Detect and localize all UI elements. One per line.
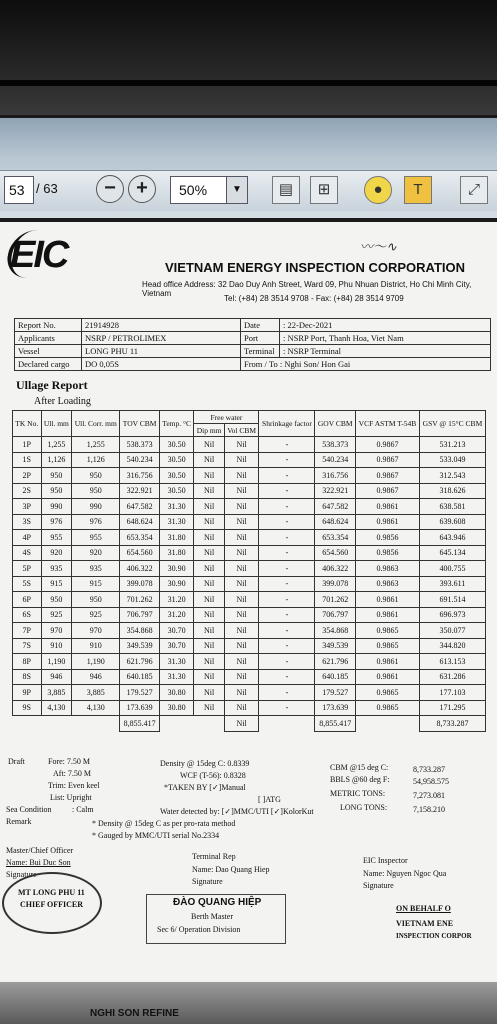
chevron-down-icon[interactable]: ▼: [226, 177, 247, 203]
ullage-table: TK No. Ull. mm Ull. Corr. mm TOV CBM Temp. °C Free water Shrinkage factor GOV CBM VCF ASTM T-54B GSV @ 15°C CBM Dip mm Vol CBM 1P 1,255 1,255 538.373 30.50 Nil Nil - 538.373 0.9867 531.213 1S 1,126 1,126 540.234 30.50 Nil Nil - 540.234 0.9867 533.049 2P 950 950 316.756 30.50 Nil Nil - 316.756 0.9867 312.543 2S 950 950 322.921 30.50 Nil Nil - 322.921 0.9867 318.626 3P 990 990 647.582 31.30 Nil Nil - 647.582 0.9861 638.581 3S 976 976 648.624 31.30 Nil Nil - 648.624 0.9861 639.608 4P 955 955 653.354 31.80 Nil Nil - 653.354 0.9856 643.946 4S 920 920 654.560 31.80 Nil Nil - 654.560 0.9856 645.134 5P 935 935 406.322 30.90 Nil Nil - 406.322 0.9863 400.755 5S 915 915 399.078 30.90 Nil Nil - 399.078 0.9863 393.611 6P 950 950 701.262 31.20 Nil Nil - 701.262 0.9861 691.514 6S 925 925 706.797 31.20 Nil Nil - 706.797 0.9861 696.973 7P 970 970 354.868 30.70 Nil Nil - 354.868 0.9865 350.077 7S 910 910 349.539 30.70 Nil Nil - 349.539 0.9865 344.820 8P 1,190 1,190 621.796 31.30 Nil Nil - 621.796 0.9861 613.153 8S 946 946 640.185 31.30 Nil Nil - 640.185 0.9861 631.286 9P 3,885 3,885 179.527 30.80 Nil Nil - 179.527 0.9865 177.103 9S 4,130 4,130 173.639 30.80 Nil Nil - 173.639 0.9865 171.295 8,855.417 Nil 8,855.417 8,733.287: [12, 410, 486, 732]
table-cell: Nil: [194, 514, 224, 530]
table-cell: 654.560: [120, 545, 160, 561]
table-cell: 350.077: [419, 623, 485, 639]
table-cell: 0.9865: [355, 685, 419, 701]
table-cell: 1,126: [72, 452, 120, 468]
table-cell: 0.9867: [355, 468, 419, 484]
table-cell: 950: [72, 468, 120, 484]
table-cell: 950: [41, 468, 72, 484]
table-cell: 976: [41, 514, 72, 530]
sea-label: Sea Condition: [6, 805, 52, 814]
table-cell: 4,130: [72, 700, 120, 716]
table-cell: 31.80: [159, 530, 193, 546]
table-cell: -: [259, 499, 315, 515]
table-cell: -: [259, 437, 315, 453]
table-cell: Nil: [224, 561, 259, 577]
table-cell: 30.50: [159, 468, 193, 484]
table-cell: 322.921: [120, 483, 160, 499]
table-cell: 7S: [13, 638, 42, 654]
next-page-text: NGHI SON REFINE: [90, 1008, 179, 1019]
table-row: [13, 638, 486, 654]
list: List: Upright: [50, 793, 92, 802]
atg: [ ]ATG: [258, 795, 281, 804]
save-icon[interactable]: ▤: [272, 176, 300, 204]
table-cell: Nil: [224, 623, 259, 639]
table-cell: 31.30: [159, 654, 193, 670]
table-cell: Nil: [224, 669, 259, 685]
table-cell: 173.639: [120, 700, 160, 716]
table-cell: 0.9865: [355, 638, 419, 654]
cbm-value: 8,733.287: [413, 765, 445, 774]
eic-stamp: ON BEHALF O VIETNAM ENE INSPECTION CORPOR: [396, 904, 472, 940]
table-cell: 354.868: [120, 623, 160, 639]
taken-by: *TAKEN BY [✓]Manual: [164, 783, 246, 792]
table-cell: 349.539: [315, 638, 356, 654]
table-cell: 0.9867: [355, 483, 419, 499]
table-cell: 349.539: [120, 638, 160, 654]
table-cell: 8S: [13, 669, 42, 685]
table-cell: -: [259, 514, 315, 530]
table-cell: 1P: [13, 437, 42, 453]
water-detected: Water detected by: [✓]MMC/UTI [✓]KolorKut: [160, 807, 314, 816]
table-cell: 613.153: [419, 654, 485, 670]
table-cell: 3,885: [72, 685, 120, 701]
company-address: Head office Address: 32 Dao Duy Anh Street, Ward 09, Phu Nhuan District, Ho Chi Minh City, Vietnam: [142, 280, 472, 298]
table-cell: -: [259, 545, 315, 561]
table-cell: -: [259, 700, 315, 716]
note-density: * Density @ 15deg C as per pro-rata method: [92, 819, 236, 828]
table-cell: -: [259, 468, 315, 484]
table-cell: 653.354: [315, 530, 356, 546]
table-cell: 990: [41, 499, 72, 515]
table-cell: 955: [41, 530, 72, 546]
table-cell: 647.582: [120, 499, 160, 515]
table-cell: 950: [72, 592, 120, 608]
table-cell: 3S: [13, 514, 42, 530]
table-cell: -: [259, 561, 315, 577]
table-cell: 177.103: [419, 685, 485, 701]
table-cell: 31.80: [159, 545, 193, 561]
sea-value: : Calm: [72, 805, 94, 814]
table-cell: Nil: [224, 685, 259, 701]
table-row: [13, 437, 486, 453]
table-cell: 950: [41, 592, 72, 608]
table-cell: 920: [72, 545, 120, 561]
table-row: [13, 514, 486, 530]
handwritten-signature: 〰〜∿: [360, 239, 397, 254]
table-cell: 0.9856: [355, 545, 419, 561]
table-cell: 30.50: [159, 452, 193, 468]
table-cell: 976: [72, 514, 120, 530]
page-number-input[interactable]: 53: [4, 176, 34, 204]
table-cell: 31.20: [159, 607, 193, 623]
eic-logo: EIC: [10, 234, 68, 276]
table-cell: 0.9865: [355, 700, 419, 716]
table-cell: Nil: [194, 561, 224, 577]
table-cell: Nil: [194, 685, 224, 701]
table-cell: 1,255: [41, 437, 72, 453]
table-cell: Nil: [194, 468, 224, 484]
highlight-icon[interactable]: T: [404, 176, 432, 204]
table-cell: 701.262: [120, 592, 160, 608]
table-cell: 910: [41, 638, 72, 654]
table-cell: 946: [41, 669, 72, 685]
bbls-value: 54,958.575: [413, 777, 449, 786]
table-cell: Nil: [224, 499, 259, 515]
table-cell: 0.9861: [355, 514, 419, 530]
table-cell: 9S: [13, 700, 42, 716]
table-cell: Nil: [194, 592, 224, 608]
table-cell: 179.527: [315, 685, 356, 701]
table-row: [13, 483, 486, 499]
master-label: Master/Chief Officer: [6, 846, 74, 855]
table-cell: 0.9856: [355, 530, 419, 546]
table-cell: Nil: [224, 468, 259, 484]
document-page: [0, 222, 497, 982]
table-cell: 640.185: [315, 669, 356, 685]
lt-label: LONG TONS:: [340, 803, 388, 812]
table-row: [13, 499, 486, 515]
next-page-edge: [0, 982, 497, 1024]
table-cell: 344.820: [419, 638, 485, 654]
navigation-row: [0, 170, 497, 211]
table-cell: Nil: [194, 545, 224, 561]
table-cell: 0.9861: [355, 669, 419, 685]
zoom-value: 50%: [179, 182, 208, 198]
table-cell: 4P: [13, 530, 42, 546]
table-cell: 0.9861: [355, 592, 419, 608]
table-cell: 406.322: [315, 561, 356, 577]
company-name: VIETNAM ENERGY INSPECTION CORPORATION: [165, 260, 465, 275]
table-cell: Nil: [194, 654, 224, 670]
table-cell: 696.973: [419, 607, 485, 623]
table-cell: 30.50: [159, 437, 193, 453]
table-cell: 171.295: [419, 700, 485, 716]
table-cell: 3,885: [41, 685, 72, 701]
vessel-stamp: MT LONG PHU 11 CHIEF OFFICER: [2, 872, 102, 934]
table-cell: 540.234: [315, 452, 356, 468]
note-gauged: * Gauged by MMC/UTI serial No.2334: [92, 831, 220, 840]
table-row: [13, 530, 486, 546]
table-cell: 322.921: [315, 483, 356, 499]
table-cell: 915: [72, 576, 120, 592]
table-cell: -: [259, 452, 315, 468]
table-cell: 0.9867: [355, 437, 419, 453]
table-cell: 639.608: [419, 514, 485, 530]
zoom-in-button[interactable]: +: [128, 175, 156, 203]
table-cell: 31.30: [159, 499, 193, 515]
table-cell: 648.624: [120, 514, 160, 530]
table-cell: 8P: [13, 654, 42, 670]
table-cell: 910: [72, 638, 120, 654]
monitor-bezel: [0, 0, 497, 115]
table-cell: 647.582: [315, 499, 356, 515]
table-cell: 955: [72, 530, 120, 546]
terminal-rep-label: Terminal Rep: [192, 852, 236, 861]
pdf-toolbar: [0, 118, 497, 218]
fit-page-icon[interactable]: ⊞: [310, 176, 338, 204]
table-cell: 312.543: [419, 468, 485, 484]
draft-label: Draft: [8, 757, 25, 766]
table-cell: 540.234: [120, 452, 160, 468]
table-cell: Nil: [224, 514, 259, 530]
table-cell: -: [259, 576, 315, 592]
table-cell: Nil: [194, 607, 224, 623]
company-tel: Tel: (+84) 28 3514 9708 - Fax: (+84) 28 3514 9709: [224, 294, 404, 303]
table-cell: 30.90: [159, 561, 193, 577]
table-cell: 706.797: [120, 607, 160, 623]
table-cell: 701.262: [315, 592, 356, 608]
cbm-label: CBM @15 deg C:: [330, 763, 389, 772]
comment-icon[interactable]: ●: [364, 176, 392, 204]
table-cell: 645.134: [419, 545, 485, 561]
table-cell: Nil: [194, 483, 224, 499]
lt-value: 7,158.210: [413, 805, 445, 814]
table-row: [13, 607, 486, 623]
table-cell: 653.354: [120, 530, 160, 546]
table-cell: 393.611: [419, 576, 485, 592]
table-cell: 925: [41, 607, 72, 623]
table-cell: 399.078: [120, 576, 160, 592]
table-cell: 30.80: [159, 685, 193, 701]
eic-inspector-name: Name: Nguyen Ngoc Qua: [363, 869, 447, 878]
table-cell: 0.9863: [355, 561, 419, 577]
expand-icon[interactable]: ⤢: [460, 176, 488, 204]
table-cell: Nil: [224, 576, 259, 592]
table-cell: Nil: [224, 592, 259, 608]
table-cell: 935: [72, 561, 120, 577]
table-cell: Nil: [224, 607, 259, 623]
table-cell: 400.755: [419, 561, 485, 577]
table-cell: Nil: [224, 483, 259, 499]
table-cell: 915: [41, 576, 72, 592]
table-cell: 316.756: [120, 468, 160, 484]
zoom-select[interactable]: [170, 176, 248, 204]
table-cell: 1,255: [72, 437, 120, 453]
table-cell: 173.639: [315, 700, 356, 716]
table-cell: Nil: [224, 437, 259, 453]
table-cell: Nil: [224, 654, 259, 670]
draft-fore: Fore: 7.50 M: [48, 757, 90, 766]
master-signature-label: Signature: [6, 870, 37, 879]
table-cell: Nil: [224, 452, 259, 468]
terminal-rep-name: Name: Dao Quang Hiep: [192, 865, 270, 874]
table-cell: 621.796: [315, 654, 356, 670]
table-cell: 531.213: [419, 437, 485, 453]
table-cell: Nil: [194, 530, 224, 546]
table-cell: 30.50: [159, 483, 193, 499]
table-cell: 406.322: [120, 561, 160, 577]
table-cell: 318.626: [419, 483, 485, 499]
terminal-signature-label: Signature: [192, 877, 223, 886]
berth-master-stamp: ĐÀO QUANG HIỆP Berth Master Sec 6/ Operation Division: [146, 894, 286, 944]
table-cell: Nil: [224, 638, 259, 654]
table-cell: Nil: [194, 623, 224, 639]
table-cell: Nil: [224, 530, 259, 546]
table-row: [13, 576, 486, 592]
table-cell: 5S: [13, 576, 42, 592]
table-cell: -: [259, 654, 315, 670]
table-cell: 179.527: [120, 685, 160, 701]
table-cell: 6P: [13, 592, 42, 608]
table-cell: 950: [72, 483, 120, 499]
table-row: [13, 685, 486, 701]
table-cell: 4S: [13, 545, 42, 561]
table-cell: 638.581: [419, 499, 485, 515]
report-subtitle: After Loading: [34, 396, 91, 407]
table-cell: 354.868: [315, 623, 356, 639]
trim: Trim: Even keel: [48, 781, 100, 790]
wcf: WCF (T-56): 0.8328: [180, 771, 246, 780]
table-row: [13, 468, 486, 484]
table-cell: 30.90: [159, 576, 193, 592]
table-cell: -: [259, 592, 315, 608]
table-cell: Nil: [194, 452, 224, 468]
master-name: Name: Bui Duc Son: [6, 858, 71, 867]
table-row: [13, 545, 486, 561]
table-cell: 654.560: [315, 545, 356, 561]
table-cell: -: [259, 638, 315, 654]
table-cell: 950: [41, 483, 72, 499]
table-row: [13, 669, 486, 685]
table-row: [13, 452, 486, 468]
table-cell: Nil: [194, 669, 224, 685]
report-info-table: Report No. 21914928 Date : 22-Dec-2021 Applicants NSRP / PETROLIMEX Port : NSRP Port, Thanh Hoa, Viet Nam Vessel LONG PHU 11 Terminal : NSRP Terminal Declared cargo DO 0,05S From / To : Nghi Son/ Hon Gai: [14, 318, 491, 371]
table-cell: 0.9861: [355, 499, 419, 515]
table-cell: -: [259, 483, 315, 499]
table-cell: 920: [41, 545, 72, 561]
table-cell: Nil: [194, 576, 224, 592]
table-cell: 538.373: [315, 437, 356, 453]
remark-label: Remark: [6, 817, 32, 826]
page-total: / 63: [36, 181, 58, 196]
table-cell: 706.797: [315, 607, 356, 623]
table-cell: 643.946: [419, 530, 485, 546]
mt-value: 7,273.081: [413, 791, 445, 800]
table-cell: 691.514: [419, 592, 485, 608]
table-cell: 538.373: [120, 437, 160, 453]
table-cell: 1,190: [41, 654, 72, 670]
table-cell: 399.078: [315, 576, 356, 592]
mt-label: METRIC TONS:: [330, 789, 386, 798]
table-cell: 30.80: [159, 700, 193, 716]
table-cell: 7P: [13, 623, 42, 639]
zoom-out-button[interactable]: −: [96, 175, 124, 203]
eic-inspector-label: EIC Inspector: [363, 856, 408, 865]
table-cell: 1,126: [41, 452, 72, 468]
table-cell: 0.9861: [355, 654, 419, 670]
table-cell: 621.796: [120, 654, 160, 670]
table-cell: Nil: [224, 700, 259, 716]
density: Density @ 15deg C: 0.8339: [160, 759, 250, 768]
table-cell: 316.756: [315, 468, 356, 484]
table-cell: -: [259, 669, 315, 685]
table-cell: 925: [72, 607, 120, 623]
table-cell: 935: [41, 561, 72, 577]
table-cell: -: [259, 623, 315, 639]
table-cell: Nil: [194, 499, 224, 515]
table-cell: 31.20: [159, 592, 193, 608]
table-cell: -: [259, 607, 315, 623]
table-cell: 946: [72, 669, 120, 685]
eic-signature-label: Signature: [363, 881, 394, 890]
draft-aft: Aft: 7.50 M: [53, 769, 91, 778]
table-cell: Nil: [224, 545, 259, 561]
table-cell: 970: [72, 623, 120, 639]
table-cell: 30.70: [159, 623, 193, 639]
table-cell: 2S: [13, 483, 42, 499]
table-cell: -: [259, 530, 315, 546]
table-row: [13, 654, 486, 670]
table-cell: 5P: [13, 561, 42, 577]
table-cell: 0.9865: [355, 623, 419, 639]
table-cell: 4,130: [41, 700, 72, 716]
bbls-label: BBLS @60 deg F:: [330, 775, 390, 784]
table-cell: 533.049: [419, 452, 485, 468]
table-cell: 1S: [13, 452, 42, 468]
table-cell: Nil: [194, 638, 224, 654]
report-title: Ullage Report: [16, 378, 88, 392]
table-cell: 0.9863: [355, 576, 419, 592]
table-row: [13, 561, 486, 577]
table-cell: -: [259, 685, 315, 701]
table-row: [13, 700, 486, 716]
table-cell: 990: [72, 499, 120, 515]
table-cell: 648.624: [315, 514, 356, 530]
table-cell: Nil: [194, 700, 224, 716]
table-cell: Nil: [194, 437, 224, 453]
table-cell: 31.30: [159, 669, 193, 685]
table-cell: 30.70: [159, 638, 193, 654]
table-row: [13, 592, 486, 608]
table-cell: 3P: [13, 499, 42, 515]
table-cell: 640.185: [120, 669, 160, 685]
table-cell: 9P: [13, 685, 42, 701]
table-cell: 0.9861: [355, 607, 419, 623]
table-cell: 970: [41, 623, 72, 639]
table-cell: 631.286: [419, 669, 485, 685]
table-cell: 6S: [13, 607, 42, 623]
table-cell: 31.30: [159, 514, 193, 530]
table-cell: 2P: [13, 468, 42, 484]
table-cell: 1,190: [72, 654, 120, 670]
table-row: [13, 623, 486, 639]
table-cell: 0.9867: [355, 452, 419, 468]
